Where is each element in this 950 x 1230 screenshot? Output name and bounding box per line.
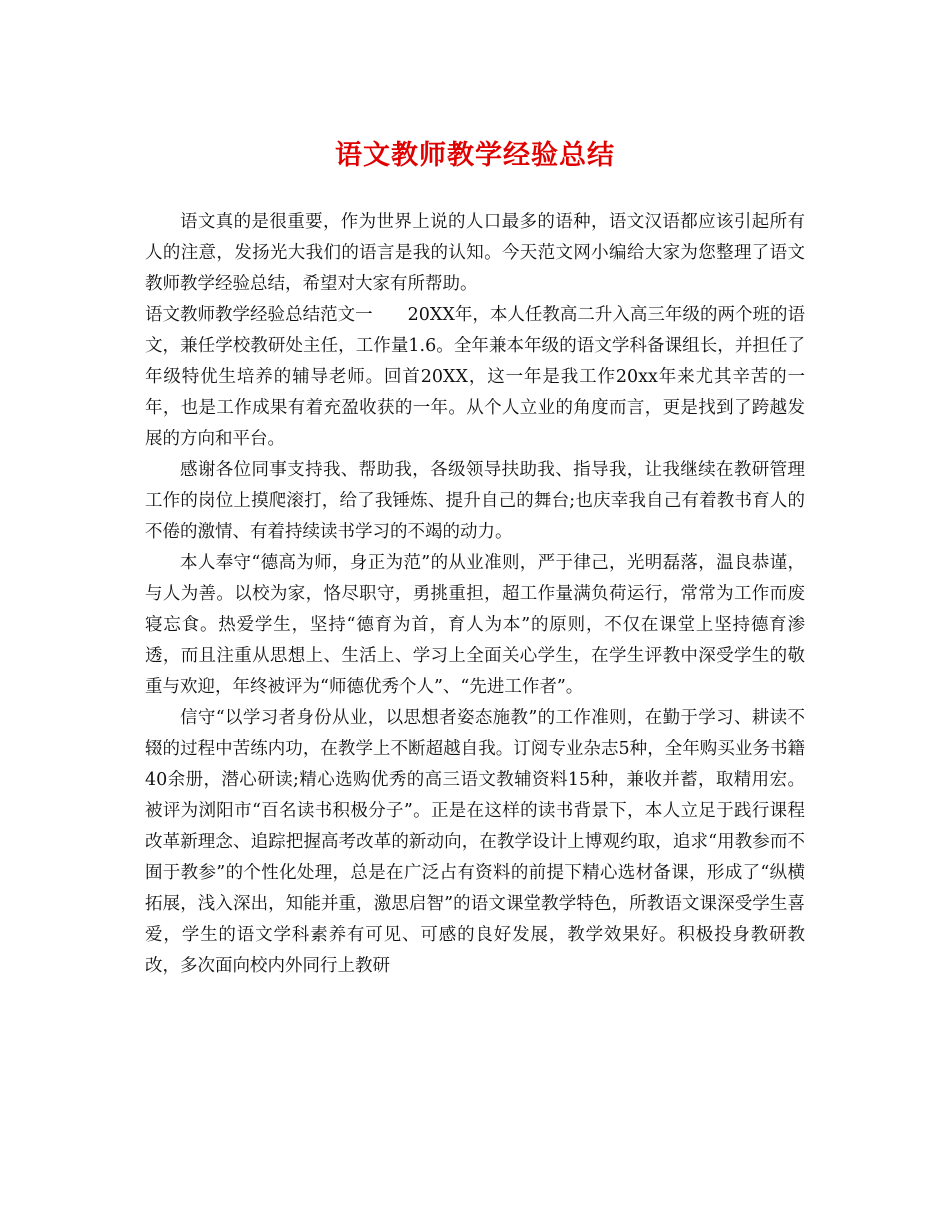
paragraph-sample-one: 语文教师教学经验总结范文一 20XX年，本人任教高二升入高三年级的两个班的语文，兼任学校教研处主任，工作量1.6。全年兼本年级的语文学科备课组长，并担任了年级特优生培养的辅导老师。回首20XX，这一年是我工作20xx年来尤其辛苦的一年，也是工作成果有着充盈收获的一年。从个人立业的角度而言，更是找到了跨越发展的方向和平台。 bbox=[145, 305, 805, 449]
paragraph-thanks: 感谢各位同事支持我、帮助我，各级领导扶助我、指导我，让我继续在教研管理工作的岗位上摸爬滚打，给了我锤炼、提升自己的舞台;也庆幸我自己有着教书育人的不倦的激情、有着持续读书学习的不竭的动力。 bbox=[145, 460, 805, 542]
document-body bbox=[145, 207, 805, 982]
document-title: 语文教师教学经验总结 bbox=[335, 140, 615, 171]
paragraph-ethics: 本人奉守“德高为师，身正为范”的从业准则，严于律己，光明磊落，温良恭谨，与人为善。以校为家，恪尽职守，勇挑重担，超工作量满负荷运行，常常为工作而废寝忘食。热爱学生，坚持“德育为首，育人为本”的原则，不仅在课堂上坚持德育渗透，而且注重从思想上、生活上、学习上全面关心学生，在学生评教中深受学生的敬重与欢迎，年终被评为“师德优秀个人”、“先进工作者”。 bbox=[145, 553, 805, 697]
paragraph-intro: 语文真的是很重要，作为世界上说的人口最多的语种，语文汉语都应该引起所有人的注意，发扬光大我们的语言是我的认知。今天范文网小编给大家为您整理了语文教师教学经验总结，希望对大家有所帮助。 bbox=[145, 212, 805, 294]
paragraph-learning: 信守“以学习者身份从业，以思想者姿态施教”的工作准则，在勤于学习、耕读不辍的过程中苦练内功，在教学上不断超越自我。订阅专业杂志5种，全年购买业务书籍40余册，潜心研读;精心选购优秀的高三语文教辅资料15种，兼收并蓄，取精用宏。被评为浏阳市“百名读书积极分子”。正是在这样的读书背景下，本人立足于践行课程改革新理念、追踪把握高考改革的新动向，在教学设计上博观约取，追求“用教参而不囿于教参”的个性化处理，总是在广泛占有资料的前提下精心选材备课，形成了“纵横拓展，浅入深出，知能并重，激思启智”的语文课堂教学特色，所教语文课深受学生喜爱，学生的语文学科素养有可见、可感的良好发展，教学效果好。积极投身教研教改，多次面向校内外同行上教研 bbox=[145, 708, 805, 976]
